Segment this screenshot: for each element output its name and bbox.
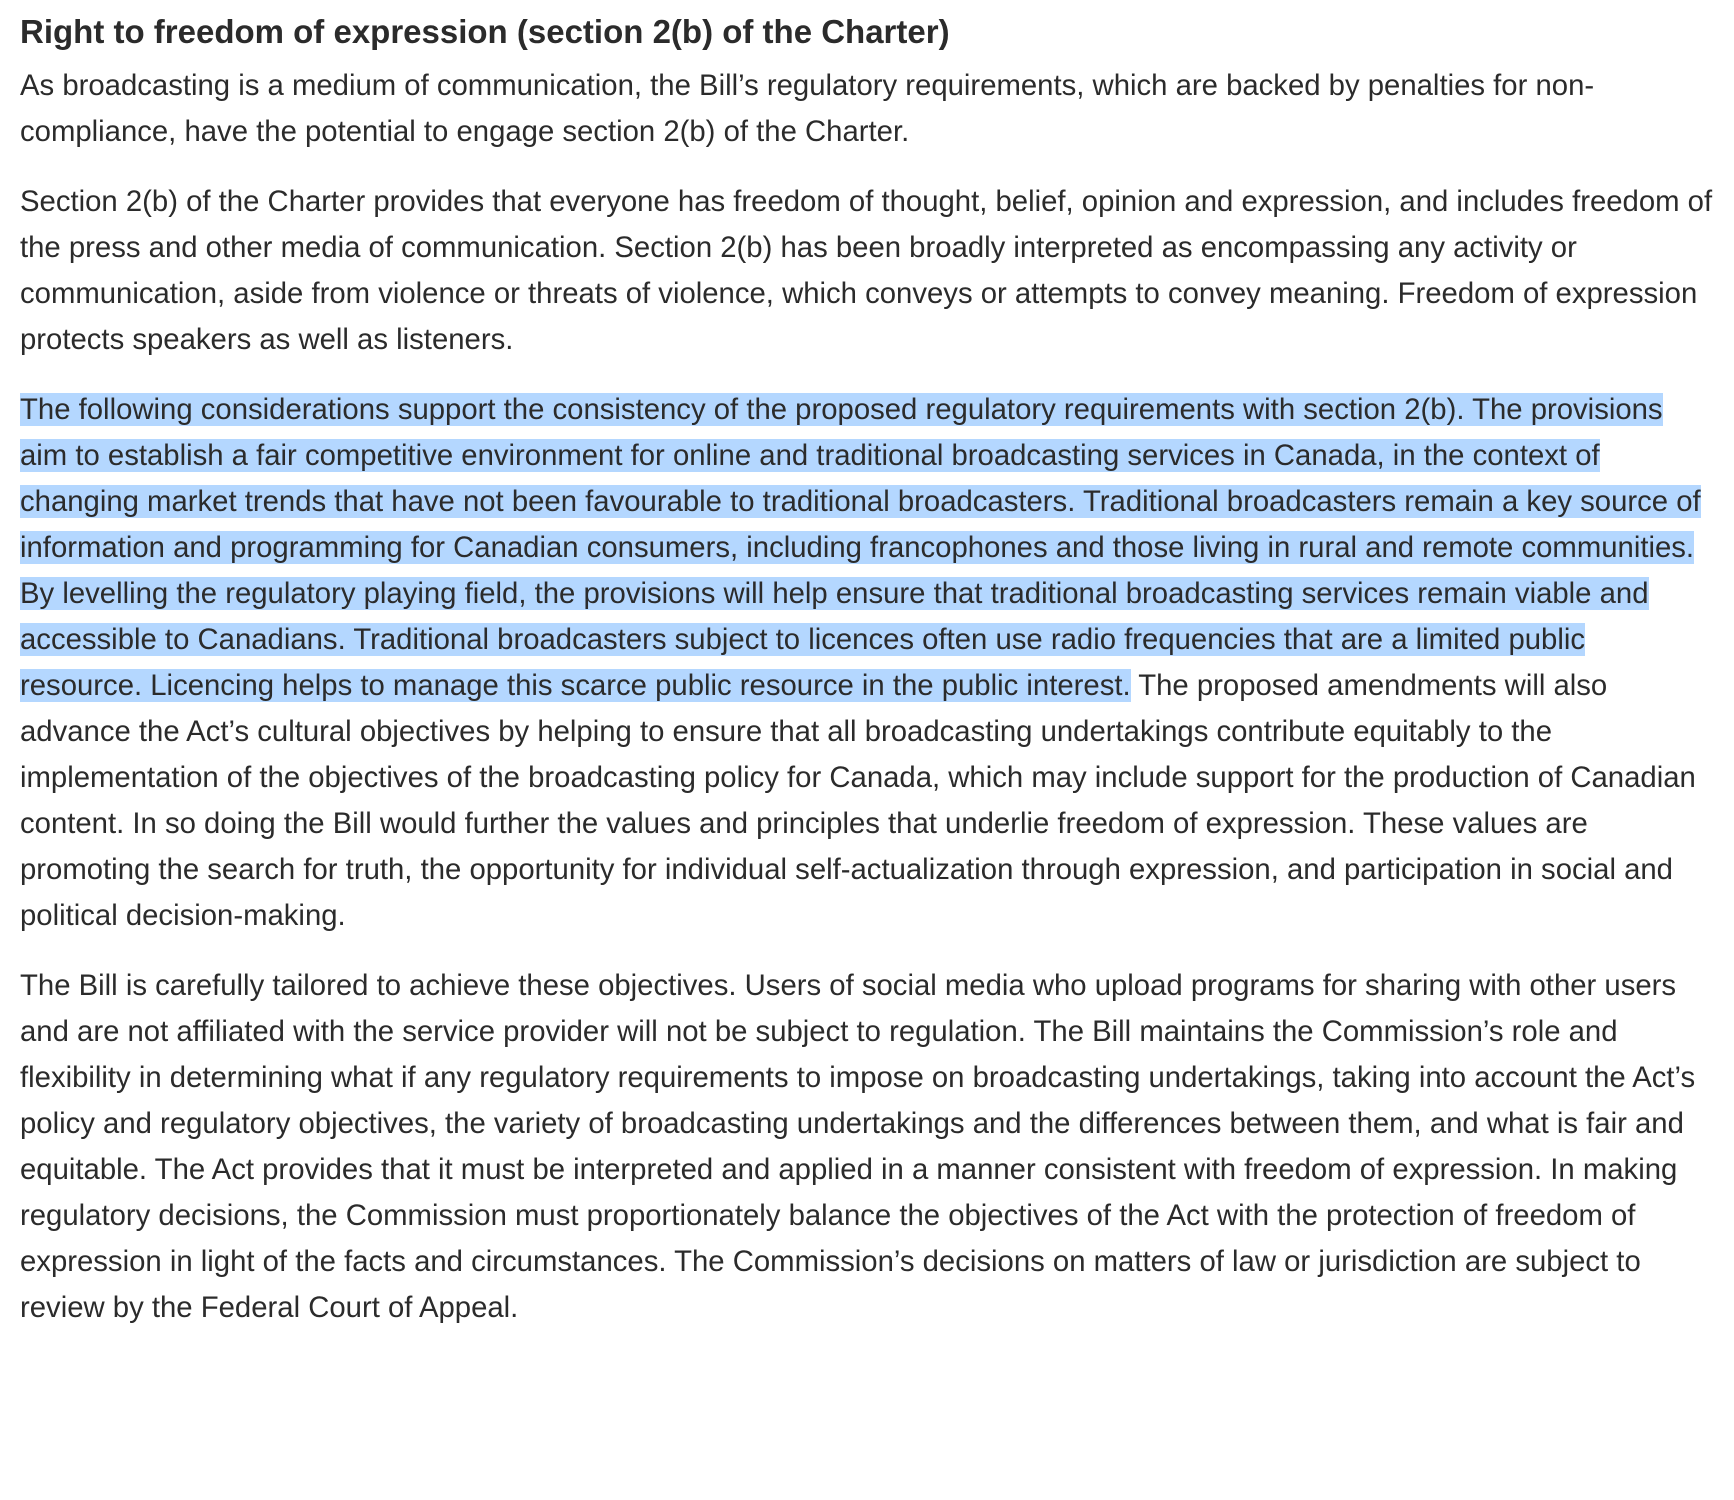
paragraph-2: Section 2(b) of the Charter provides that everyone has freedom of thought, belief, opinion and expression, and includes freedom of the press and other media of communication. Section 2(b) has been broadly interpreted as encompassing any activity or communication, aside from violence or threats of violence, which conveys or attempts to convey meaning. Freedom of expression protects speakers as well as listeners. xyxy=(20,185,1713,356)
selected-text[interactable]: The following considerations support the consistency of the proposed regulatory requirements with section 2(b). The provisions aim to establish a fair competitive environment for online and traditional broadcasting services in Canada, in the context of changing market trends that have not been favourable to traditional broadcasters. Traditional broadcasters remain a key source of information and programming for Canadian consumers, including francophones and those living in rural and remote communities. By levelling the regulatory playing field, the provisions will help ensure that traditional broadcasting services remain viable and accessible to Canadians. Traditional broadcasters subject to licences often use radio frequencies that are a limited public resource. Licencing helps to manage this scarce public resource in the public interest. xyxy=(20,393,1701,702)
paragraph-1: As broadcasting is a medium of communication, the Bill’s regulatory requirements, which are backed by penalties for non-compliance, have the potential to engage section 2(b) of the Charter. xyxy=(20,69,1595,148)
section-heading: Right to freedom of expression (section 2(b) of the Charter) xyxy=(20,13,950,50)
paragraph-3-continuation: The proposed amendments will also advance the Act’s cultural objectives by helping to ensure that all broadcasting undertakings contribute equitably to the implementation of the objectives of the broadcasting policy for Canada, which may include support for the production of Canadian content. In so doing the Bill would further the values and principles that underlie freedom of expression. These values are promoting the search for truth, the opportunity for individual self-actualization through expression, and participation in social and political decision-making. xyxy=(20,669,1696,932)
paragraph-4: The Bill is carefully tailored to achieve these objectives. Users of social media who upload programs for sharing with other users and are not affiliated with the service provider will not be subject to regulation. The Bill maintains the Commission’s role and flexibility in determining what if any regulatory requirements to impose on broadcasting undertakings, taking into account the Act’s policy and regulatory objectives, the variety of broadcasting undertakings and the differences between them, and what is fair and equitable. The Act provides that it must be interpreted and applied in a manner consistent with freedom of expression. In making regulatory decisions, the Commission must proportionately balance the objectives of the Act with the protection of freedom of expression in light of the facts and circumstances. The Commission’s decisions on matters of law or jurisdiction are subject to review by the Federal Court of Appeal. xyxy=(20,969,1696,1324)
paragraph-3 xyxy=(20,387,1714,939)
article-body xyxy=(0,12,1734,1331)
